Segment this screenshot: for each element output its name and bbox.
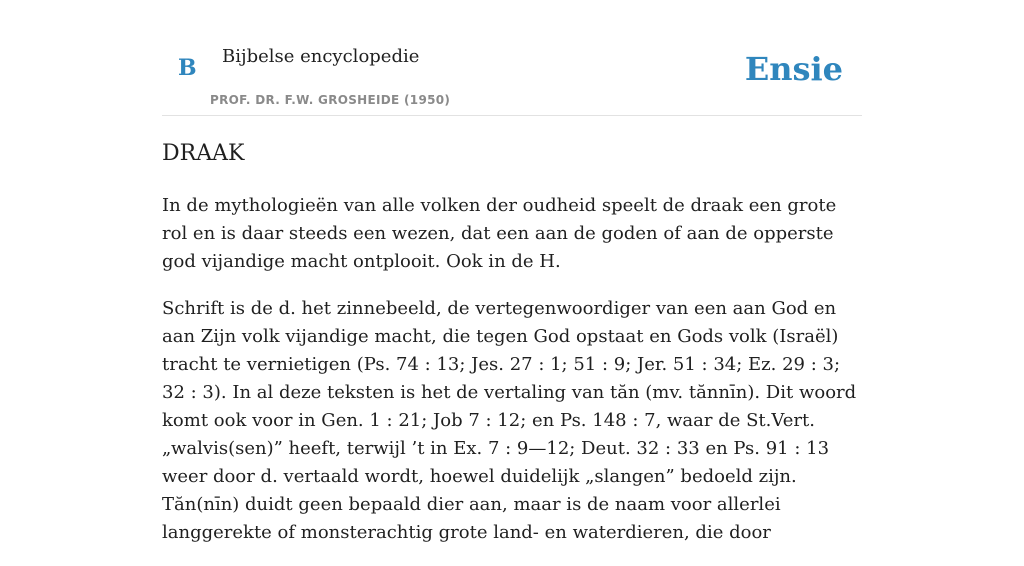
book-letter-icon[interactable]: B [178,55,197,81]
entry-body [162,192,862,566]
entry-paragraph: In de mythologieën van alle volken der oudheid speelt de draak een grote rol en is daar steeds een wezen, dat een aan de goden of aan de opperste god vijandige macht ontplooit. Ook in de H. [162,195,837,272]
book-title-link[interactable]: Bijbelse encyclopedie [222,46,420,67]
page [162,0,862,543]
book-author: PROF. DR. F.W. GROSHEIDE (1950) [210,93,451,107]
site-logo-link[interactable]: Ensie [744,50,843,88]
site-header [162,0,862,116]
entry-title: DRAAK [162,141,245,166]
entry-paragraph: Schrift is de d. het zinnebeeld, de vertegenwoordiger van een aan God en aan Zijn volk vijandige macht, die tegen God opstaat en Gods volk (Israël) tracht te vernietigen (Ps. 74 : 13; Jes. 27 : 1; 51 : 9; Jer. 51 : 34; Ez. 29 : 3; 32 : 3). In al deze teksten is het de vertaling van tăn (mv. tănnīn). Dit woord komt ook voor in Gen. 1 : 21; Job 7 : 12; en Ps. 148 : 7, waar de St.Vert. „walvis(sen)” heeft, terwijl ’t in Ex. 7 : 9—12; Deut. 32 : 33 en Ps. 91 : 13 weer door d. vertaald wordt, hoewel duidelijk „slangen” bedoeld zijn. Tăn(nīn) duidt geen bepaald dier aan, maar is de naam voor allerlei langgerekte of monsterachtig grote land- en waterdieren, die door [162,298,857,543]
